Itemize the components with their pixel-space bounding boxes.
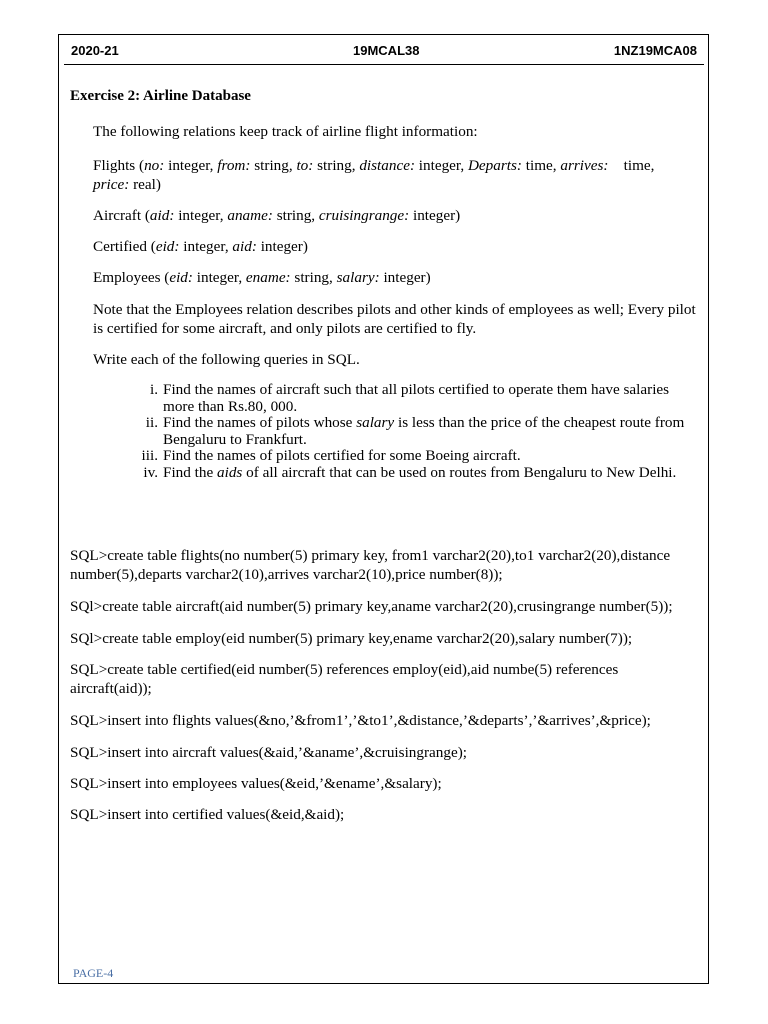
list-item: i. Find the names of aircraft such that all pilots certified to operate them have salaries more than Rs.80, 000. [149,381,670,415]
list-number: iii. [141,447,158,464]
page-number: PAGE-4 [73,966,114,980]
list-number: ii. [145,414,158,431]
sql-create-employ: SQl>create table employ(eid number(5) primary key,ename varchar2(20),salary number(7)); [70,630,633,647]
list-number: iv. [143,463,158,481]
list-item: iii. Find the names of pilots certified for some Boeing aircraft. [141,447,521,464]
list-number: i. [149,381,158,398]
note-text: Note that the Employees relation describes pilots and other kinds of employees as well; Every pilot is certified for some aircraft, and only pilots are certified to fly. [93,301,696,337]
exercise-title: Exercise 2: Airline Database [70,88,251,104]
sql-insert-aircraft: SQL>insert into aircraft values(&aid,’&aname’,&cruisingrange); [70,744,467,761]
list-item: iv. Find the aids of all aircraft that can be used on routes from Bengaluru to New Delhi. [143,463,677,481]
sql-create-certified: SQL>create table certified(eid number(5) references employ(eid),aid numbe(5) references aircraft(aid)); [70,661,619,697]
list-item: ii. Find the names of pilots whose salary is less than the price of the cheapest route from Bengaluru to Frankfurt. [145,414,685,448]
header-usn: 1NZ19MCA08 [613,43,697,58]
instruction-text: Write each of the following queries in SQL. [93,351,360,368]
relation-aircraft: Aircraft (aid: integer, aname: string, cruisingrange: integer) [93,207,461,224]
relation-flights: Flights (no: integer, from: string, to: string, distance: integer, Departs: time, arrives: time, price: real) [93,157,659,193]
relation-employees: Employees (eid: integer, ename: string, salary: integer) [93,269,431,286]
relation-certified: Certified (eid: integer, aid: integer) [93,238,308,255]
query-list [93,382,698,481]
header-year: 2020-21 [71,43,119,58]
intro-text: The following relations keep track of airline flight information: [93,123,478,140]
sql-insert-employees: SQL>insert into employees values(&eid,’&ename’,&salary); [70,775,442,792]
sql-insert-certified: SQL>insert into certified values(&eid,&aid); [70,806,345,823]
header-course-code: 19MCAL38 [353,43,420,58]
sql-create-aircraft: SQl>create table aircraft(aid number(5) primary key,aname varchar2(20),crusingrange number(5)); [70,598,673,615]
page-header [71,43,697,61]
header-divider [64,64,704,65]
sql-insert-flights: SQL>insert into flights values(&no,’&from1’,’&to1’,&distance,’&departs’,’&arrives’,&price); [70,712,651,729]
sql-create-flights: SQL>create table flights(no number(5) primary key, from1 varchar2(20),to1 varchar2(20),distance number(5),departs varchar2(10),arrives varchar2(10),price number(8)); [70,547,671,583]
